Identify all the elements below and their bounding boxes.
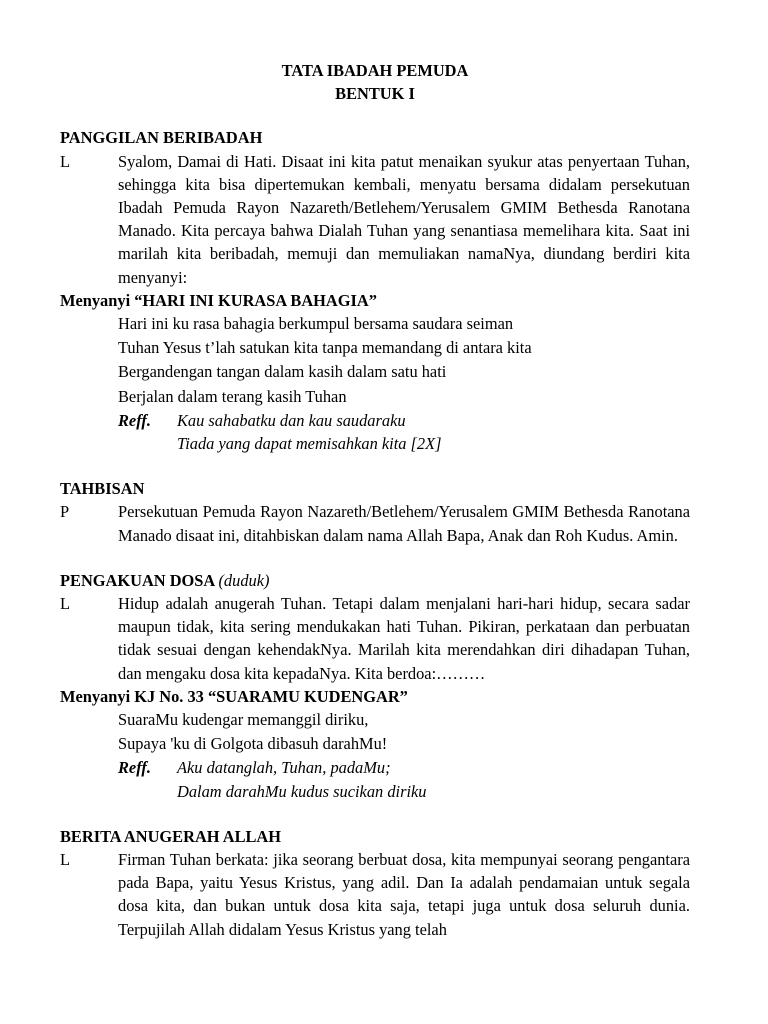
refrain-lines: [177, 756, 690, 802]
refrain-lines: [177, 409, 690, 455]
liturgy-text: Syalom, Damai di Hati. Disaat ini kita patut menaikan syukur atas penyertaan Tuhan, sehingga kita bisa dipertemukan kembali, menyatu bersama didalam persekutuan Ibadah Pemuda Rayon Nazareth/Betlehem/Yerusalem GMIM Bethesda Ranotana Manado. Kita percaya bahwa Dialah Tuhan yang senantiasa memelihara kita. Saat ini marilah kita beribadah, memuji dan memuliakan namaNya, diundang berdiri kita menyanyi:: [118, 151, 690, 287]
section-heading-pengakuan: [60, 569, 690, 592]
section-heading-panggilan: PANGGILAN BERIBADAH: [60, 128, 263, 148]
song-refrain: [118, 756, 690, 802]
song-lyrics: [118, 708, 690, 803]
document-title: TATA IBADAH PEMUDA: [281, 61, 469, 80]
document-subtitle: BENTUK I: [335, 84, 415, 104]
refrain-label: Reff.: [118, 410, 151, 430]
section-heading-tahbisan: TAHBISAN: [60, 479, 145, 499]
lyric-line: Hari ini ku rasa bahagia berkumpul bersama saudara seiman: [118, 314, 514, 334]
song-title: Menyanyi “HARI INI KURASA BAHAGIA”: [60, 290, 377, 310]
spacer: [60, 105, 690, 126]
liturgy-text: Persekutuan Pemuda Rayon Nazareth/Betlehem/Yerusalem GMIM Bethesda Ranotana Manado disaat ini, ditahbiskan dalam nama Allah Bapa, Anak dan Roh Kudus. Amin.: [118, 502, 690, 545]
refrain-label: Reff.: [118, 758, 151, 778]
refrain-line: Dalam darahMu kudus sucikan diriku: [177, 781, 427, 801]
section-heading-berita: BERITA ANUGERAH ALLAH: [60, 826, 282, 846]
liturgy-entry-pengakuan: [60, 592, 690, 685]
spacer: [60, 803, 690, 825]
lyric-line: Tuhan Yesus t’lah satukan kita tanpa memandang di antara kita: [118, 338, 532, 358]
refrain-line: Tiada yang dapat memisahkan kita [2X]: [177, 433, 442, 453]
song-title: Menyanyi KJ No. 33 “SUARAMU KUDENGAR”: [60, 686, 408, 706]
speaker-role: L: [60, 849, 71, 869]
lyric-line: SuaraMu kudengar memanggil diriku,: [118, 709, 369, 729]
spacer: [60, 455, 690, 477]
liturgy-text: Hidup adalah anugerah Tuhan. Tetapi dalam menjalani hari-hari hidup, secara sadar maupun tidak, kita sering mendukakan hati Tuhan. Pikiran, perkataan dan perbuatan tidak sesuai dengan kehendakNya. Marilah kita merendahkan diri dihadapan Tuhan, dan mengaku dosa kita kepadaNya. Kita berdoa:………: [118, 593, 690, 683]
lyric-line: Bergandengan tangan dalam kasih dalam satu hati: [118, 362, 447, 382]
speaker-role: P: [60, 502, 70, 522]
heading-note: (duduk): [218, 570, 270, 590]
liturgy-text: Firman Tuhan berkata: jika seorang berbuat dosa, kita mempunyai seorang pengantara pada Bapa, yaitu Yesus Kristus, yang adil. Dan Ia adalah pendamaian untuk segala dosa kita, dan bukan untuk dosa kita saja, tetapi juga untuk dosa seluruh dunia. Terpujilah Allah didalam Yesus Kristus yang telah: [118, 849, 690, 939]
refrain-line: Kau sahabatku dan kau saudaraku: [177, 410, 406, 430]
song-lyrics: [118, 312, 690, 455]
lyric-line: Berjalan dalam terang kasih Tuhan: [118, 386, 347, 406]
lyric-line: Supaya 'ku di Golgota dibasuh darahMu!: [118, 734, 388, 754]
song-refrain: [118, 409, 690, 455]
speaker-role: L: [60, 151, 71, 171]
liturgy-entry-berita: [60, 848, 690, 941]
heading-text: PENGAKUAN DOSA: [60, 570, 215, 590]
spacer: [60, 547, 690, 569]
document-page: [60, 59, 690, 941]
refrain-line: Aku datanglah, Tuhan, padaMu;: [177, 758, 391, 778]
liturgy-entry-panggilan: [60, 150, 690, 289]
speaker-role: L: [60, 593, 71, 613]
liturgy-entry-tahbisan: [60, 500, 690, 546]
